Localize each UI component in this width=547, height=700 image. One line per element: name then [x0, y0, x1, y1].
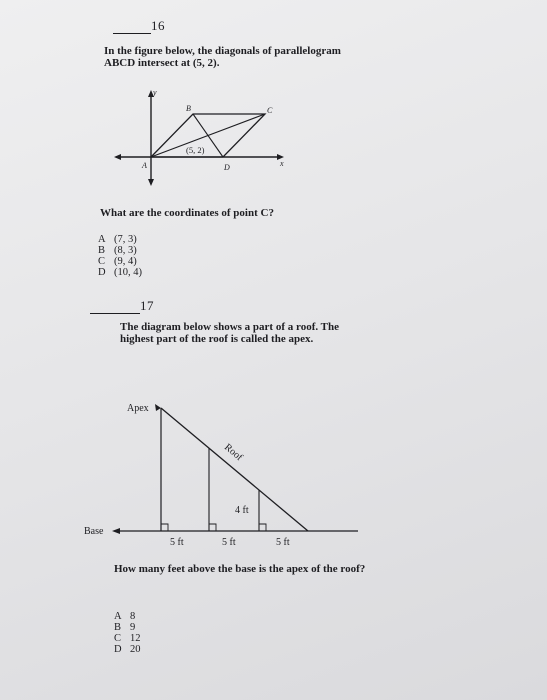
x-axis-arrow-left: [114, 154, 121, 160]
point-d-label: D: [224, 163, 230, 172]
question-17-number: [90, 298, 154, 314]
choice-17-d[interactable]: D 20: [114, 644, 141, 655]
right-angle-mark-2: [209, 524, 216, 531]
y-axis-label: y: [153, 88, 157, 97]
choice-16-a[interactable]: A (7, 3): [98, 234, 137, 245]
question-17-label: 17: [140, 298, 154, 313]
question-17-stem: The diagram below shows a part of a roof. The highest part of the roof is called the apex.: [120, 321, 339, 345]
answer-blank-17[interactable]: [90, 313, 140, 314]
choice-17-a[interactable]: A 8: [114, 611, 136, 622]
roof-label: Roof: [222, 441, 245, 464]
segment-label-3: 5 ft: [276, 537, 290, 548]
question-17-choices: [114, 611, 141, 655]
roof-figure: [84, 394, 360, 550]
apex-arrow: [155, 404, 161, 411]
answer-blank-16[interactable]: [113, 33, 151, 34]
question-16-number: [113, 18, 165, 34]
intersection-label: (5, 2): [186, 145, 205, 155]
question-16-stem: In the figure below, the diagonals of parallelogram ABCD intersect at (5, 2).: [104, 45, 341, 69]
choice-16-c[interactable]: C (9, 4): [98, 256, 137, 267]
question-17-prompt: How many feet above the base is the apex of the roof?: [114, 563, 366, 575]
question-16-prompt: What are the coordinates of point C?: [100, 207, 274, 219]
choice-17-c[interactable]: C 12: [114, 633, 141, 644]
question-16-choices: [98, 234, 142, 278]
point-a-label: A: [142, 161, 147, 170]
point-b-label: B: [186, 104, 191, 113]
segment-label-1: 5 ft: [170, 537, 184, 548]
base-label: Base: [84, 526, 104, 537]
choice-17-b[interactable]: B 9: [114, 622, 136, 633]
segment-label-2: 5 ft: [222, 537, 236, 548]
x-axis-label: x: [280, 159, 284, 168]
question-16-label: 16: [151, 18, 165, 33]
right-angle-mark-1: [161, 524, 168, 531]
apex-label: Apex: [127, 403, 149, 414]
y-axis-arrow-down: [148, 179, 154, 186]
base-arrow: [112, 528, 120, 534]
choice-16-d[interactable]: D (10, 4): [98, 267, 142, 278]
right-angle-mark-3: [259, 524, 266, 531]
choice-16-b[interactable]: B (8, 3): [98, 245, 137, 256]
point-c-label: C: [267, 106, 273, 115]
parallelogram-figure: [112, 86, 292, 186]
post-height-label: 4 ft: [235, 505, 249, 516]
